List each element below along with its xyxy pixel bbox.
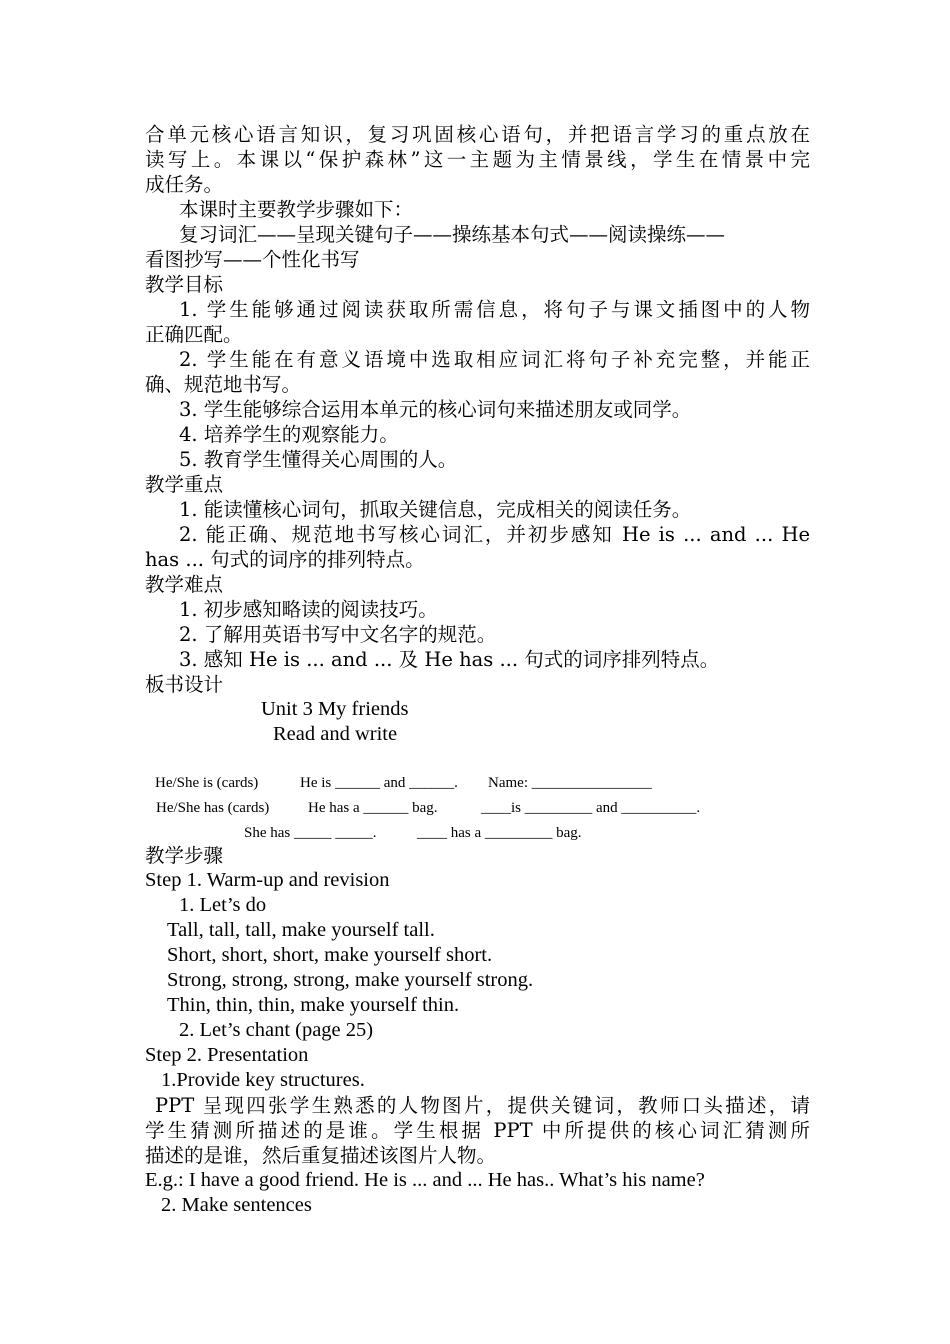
objective-item: 确、规范地书写。 [145, 373, 302, 396]
objective-item: 3. 学生能够综合运用本单元的核心词句来描述朋友或同学。 [179, 398, 692, 421]
step-paragraph: 学生猜测所描述的是谁。学生根据 PPT 中所提供的核心词汇猜测所 [145, 1119, 810, 1142]
intro-line: 成任务。 [145, 173, 224, 196]
example-sentence: E.g.: I have a good friend. He is ... and ... He has.. What’s his name? [145, 1169, 705, 1191]
section-heading-board: 板书设计 [145, 673, 224, 696]
board-cell: He has a ______ bag. [308, 800, 438, 816]
chant-line: Short, short, short, make yourself short. [167, 944, 493, 966]
key-point-item: 2. 能正确、规范地书写核心词汇，并初步感知 He is ... and ... He [179, 523, 810, 546]
objective-item: 正确匹配。 [145, 323, 243, 346]
objective-item: 1. 学生能够通过阅读获取所需信息，将句子与课文插图中的人物 [179, 298, 810, 321]
board-cell: He/She is (cards) [155, 775, 259, 791]
key-point-item: has ... 句式的词序的排列特点。 [145, 548, 425, 571]
difficulty-item: 1. 初步感知略读的阅读技巧。 [179, 598, 438, 621]
step-item: 2. Make sentences [161, 1194, 312, 1216]
intro-line: 合单元核心语言知识，复习巩固核心语句，并把语言学习的重点放在 [145, 123, 810, 146]
step-paragraph: PPT 呈现四张学生熟悉的人物图片，提供关键词，教师口头描述，请 [155, 1094, 810, 1117]
board-subtitle: Read and write [273, 723, 398, 745]
difficulty-item: 3. 感知 He is ... and ... 及 He has ... 句式的词序排列特点。 [179, 648, 720, 671]
difficulty-item: 2. 了解用英语书写中文名字的规范。 [179, 623, 497, 646]
chant-line: Tall, tall, tall, make yourself tall. [167, 919, 435, 941]
board-cell: He/She has (cards) [156, 800, 270, 816]
board-cell: She has _____ _____. [244, 825, 377, 841]
section-heading-procedure: 教学步骤 [145, 844, 224, 867]
board-cell: Name: ________________ [488, 775, 652, 791]
board-cell: ____ has a _________ bag. [417, 825, 582, 841]
steps-flow: 看图抄写——个性化书写 [145, 248, 360, 271]
objective-item: 4. 培养学生的观察能力。 [179, 423, 399, 446]
step-heading: Step 1. Warm-up and revision [145, 869, 390, 891]
section-heading-key-points: 教学重点 [145, 473, 224, 496]
steps-intro: 本课时主要教学步骤如下： [179, 198, 414, 221]
objective-item: 5. 教育学生懂得关心周围的人。 [179, 448, 458, 471]
section-heading-difficulties: 教学难点 [145, 573, 224, 596]
board-design [145, 747, 810, 843]
key-point-item: 1. 能读懂核心词句，抓取关键信息，完成相关的阅读任务。 [179, 498, 692, 521]
step-paragraph: 描述的是谁，然后重复描述该图片人物。 [145, 1144, 497, 1167]
step-item: 2. Let’s chant (page 25) [179, 1019, 374, 1041]
step-heading: Step 2. Presentation [145, 1044, 309, 1066]
step-item: 1. Let’s do [179, 894, 267, 916]
steps-flow: 复习词汇——呈现关键句子——操练基本句式——阅读操练—— [179, 223, 726, 246]
chant-line: Thin, thin, thin, make yourself thin. [167, 994, 460, 1016]
section-heading-objectives: 教学目标 [145, 273, 224, 296]
chant-line: Strong, strong, strong, make yourself strong. [167, 969, 534, 991]
board-cell: He is ______ and ______. [300, 775, 458, 791]
document-body [145, 122, 810, 1218]
step-item: 1.Provide key structures. [161, 1069, 365, 1091]
board-cell: ____is _________ and __________. [481, 800, 701, 816]
objective-item: 2. 学生能在有意义语境中选取相应词汇将句子补充完整，并能正 [179, 348, 810, 371]
intro-line: 读写上。本课以“保护森林”这一主题为主情景线，学生在情景中完 [145, 148, 810, 171]
board-title: Unit 3 My friends [261, 698, 409, 720]
